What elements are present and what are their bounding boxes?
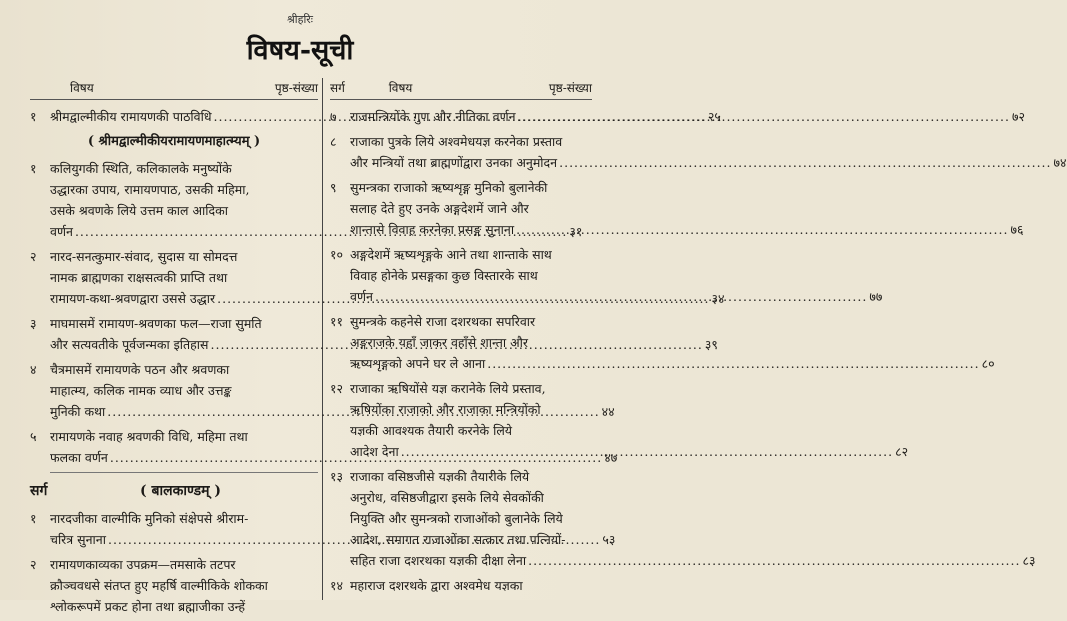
entry-line: रामायणकाव्यका उपक्रम—तमसाके तटपर (50, 557, 236, 572)
entry-line: और सत्यवतीके पूर्वजन्मका इतिहास (50, 337, 209, 352)
entry-line: राजाका पुत्रके लिये अश्वमेधयज्ञ करनेका प्रस्ताव (350, 134, 563, 149)
entry-text: श्रीमद्वाल्मीकीय रामायणकी पाठविधि (50, 109, 212, 124)
entry-line: सलाह देते हुए उनके अङ्गदेशमें जाने और (350, 201, 529, 216)
section-title: ( श्रीमद्वाल्मीकीयरामायणमाहात्म्यम् ) (87, 134, 261, 149)
toc-entry (330, 575, 592, 596)
entry-line: चरित्र सुनाना (50, 532, 106, 547)
entry-number: १ (30, 161, 37, 176)
entry-text-block (350, 575, 592, 596)
page-number-header: पृष्ठ-संख्या (274, 81, 318, 95)
entry-number: ४ (30, 362, 37, 377)
entry-number: ८ (330, 134, 337, 149)
entry-line: विवाह होनेके प्रसङ्गका कुछ विस्तारके साथ (350, 268, 538, 283)
entry-page: ३९ (704, 337, 718, 352)
entry-text-block (350, 106, 1025, 127)
toc-entry (330, 131, 1067, 173)
entry-line: कलियुगकी स्थिति, कलिकालके मनुष्योंके (50, 161, 232, 176)
entry-page: ८० (981, 356, 995, 371)
entry-line: अनुरोध, वसिष्ठजीद्वारा इसके लिये सेवकोंकी (350, 490, 544, 505)
entry-line: नामक ब्राह्मणका राक्षसत्वकी प्राप्ति तथा (50, 270, 228, 285)
entry-line: राजाका ऋषियोंसे यज्ञ करानेके लिये प्रस्ताव, (350, 381, 546, 396)
entry-last-line (350, 106, 1025, 127)
entry-line: मुनिकी कथा (50, 404, 106, 419)
entry-line: रामायण-कथा-श्रवणद्वारा उससे उद्धार (50, 291, 216, 306)
entry-page: ४७ (604, 450, 618, 465)
entry-number: ५ (30, 429, 37, 444)
header-invocation: श्रीहरिः (286, 13, 314, 26)
leader-dots (559, 152, 1051, 173)
entry-line: सहित राजा दशरथका यज्ञकी दीक्षा लेना (350, 553, 527, 568)
entry-line: चैत्रमासमें रामायणके पठन और श्रवणका (50, 362, 230, 377)
entry-line: उसके श्रवणके लिये उत्तम काल आदिका (50, 203, 228, 218)
leader-dots (528, 550, 1020, 571)
entry-last-line (350, 441, 908, 462)
leader-dots (487, 353, 979, 374)
entry-text-block (350, 244, 882, 307)
entry-last-line (350, 286, 882, 307)
entry-page: ८२ (895, 444, 909, 459)
entry-text-block (350, 466, 1035, 571)
entry-line: राजमन्त्रियोंके गुण और नीतिका वर्णन (350, 109, 516, 124)
entry-line: आदेश देना (350, 444, 399, 459)
entry-line: वर्णन (350, 289, 373, 304)
entry-line: क्रौञ्चवधसे संतप्त हुए महर्षि वाल्मीकिके शोकका (50, 578, 268, 593)
entry-number: १४ (330, 578, 344, 593)
entry-line: शान्तासे विवाह करनेका प्रसङ्ग सुनाना (350, 222, 515, 237)
entry-page: ७७ (869, 289, 883, 304)
toc-entry (30, 554, 318, 617)
leader-dots (401, 441, 893, 462)
entry-text-block (50, 554, 318, 617)
entry-number: १२ (330, 381, 344, 396)
sarga-label: सर्ग (30, 483, 48, 499)
leader-dots (516, 219, 1008, 240)
entry-text-block (350, 131, 1067, 173)
entry-last-line (350, 353, 995, 374)
entry-page: ८३ (1022, 553, 1036, 568)
entry-last-line (350, 550, 1035, 571)
entry-line: आदेश, समागत राजाओंका सत्कार तथा पत्नियों- (350, 532, 566, 547)
left-column-header (30, 78, 318, 100)
entry-number: १३ (330, 469, 344, 484)
entry-line: सुमन्त्रका राजाको ऋष्यशृङ्ग मुनिको बुलानेकी (350, 180, 548, 195)
entry-page: ७४ (1053, 155, 1067, 170)
entry-number: २ (30, 557, 37, 572)
sarga-header: सर्ग (330, 81, 345, 95)
entry-last-line (350, 152, 1067, 173)
entry-line: नारदजीका वाल्मीकि मुनिको संक्षेपसे श्रीराम- (50, 511, 249, 526)
entry-line: वर्णन (50, 224, 73, 239)
right-column-header (330, 78, 592, 100)
entry-page: २५ (707, 109, 721, 124)
entry-line: ऋष्यशृङ्गको अपने घर ले आना (350, 356, 486, 371)
entry-line: नारद-सनत्कुमार-संवाद, सुदास या सोमदत्त (50, 249, 238, 264)
kanda-title: ( बालकाण्डम् ) (140, 483, 221, 499)
entry-page: ५३ (602, 532, 616, 547)
entry-line: और मन्त्रियों तथा ब्राह्मणोंद्वारा उनका अनुमोदन (350, 155, 558, 170)
entry-line: ऋषियोंका राजाको और राजाका मन्त्रियोंको (350, 402, 541, 417)
leader-dots (375, 286, 867, 307)
entry-number: १ (30, 511, 37, 526)
entry-line: उद्धारका उपाय, रामायणपाठ, उसकी महिमा, (50, 182, 250, 197)
entry-number: २ (30, 249, 37, 264)
entry-last-line (350, 219, 1023, 240)
entry-number: ३ (30, 316, 37, 331)
toc-entry (330, 177, 1024, 240)
entry-line: फलका वर्णन (50, 450, 108, 465)
entry-page: ३१ (569, 224, 583, 239)
topic-header: विषय (70, 81, 94, 95)
entry-text-block (350, 311, 995, 374)
section-divider (50, 472, 318, 473)
entry-number: १ (30, 109, 37, 124)
entry-text-block (350, 378, 908, 462)
topic-header: विषय (388, 81, 413, 95)
entry-line: माहात्म्य, कलिक नामक व्याध और उत्तङ्क (50, 383, 232, 398)
entry-line: अङ्गदेशमें ऋष्यशृङ्गके आने तथा शान्ताके साथ (350, 247, 552, 262)
entry-number: ११ (330, 314, 344, 329)
entry-line: महाराज दशरथके द्वारा अश्वमेध यज्ञका (350, 578, 523, 593)
entry-page: ४४ (601, 404, 615, 419)
leader-dots (518, 106, 1010, 127)
entry-line: राजाका वसिष्ठजीसे यज्ञकी तैयारीके लिये (350, 469, 530, 484)
sarga-heading-row (30, 481, 318, 502)
entry-number: ९ (330, 180, 337, 195)
entry-text-block (350, 177, 1023, 240)
entry-line: यज्ञकी आवश्यक तैयारी करनेके लिये (350, 423, 513, 438)
page-title: विषय-सूची (246, 35, 354, 66)
entry-line: माघमासमें रामायण-श्रवणका फल—राजा सुमति (50, 316, 262, 331)
entry-line: नियुक्ति और सुमन्त्रको राजाओंको बुलानेके लिये (350, 511, 563, 526)
page-number-header: पृष्ठ-संख्या (548, 81, 592, 95)
entry-page: ७६ (1010, 222, 1024, 237)
entry-line: अङ्गराजके यहाँ जाकर वहाँसे शान्ता और (350, 335, 529, 350)
entry-line: श्लोकरूपमें प्रकट होना तथा ब्रह्माजीका उन्हें (50, 599, 245, 614)
entry-line: सुमन्त्रके कहनेसे राजा दशरथका सपरिवार (350, 314, 536, 329)
entry-number: १० (330, 247, 344, 262)
entry-page: ७२ (1011, 109, 1025, 124)
entry-page: ३४ (711, 291, 725, 306)
entry-line: रामायणके नवाह श्रवणकी विधि, महिमा तथा (50, 429, 248, 444)
entry-number: ७ (330, 109, 337, 124)
